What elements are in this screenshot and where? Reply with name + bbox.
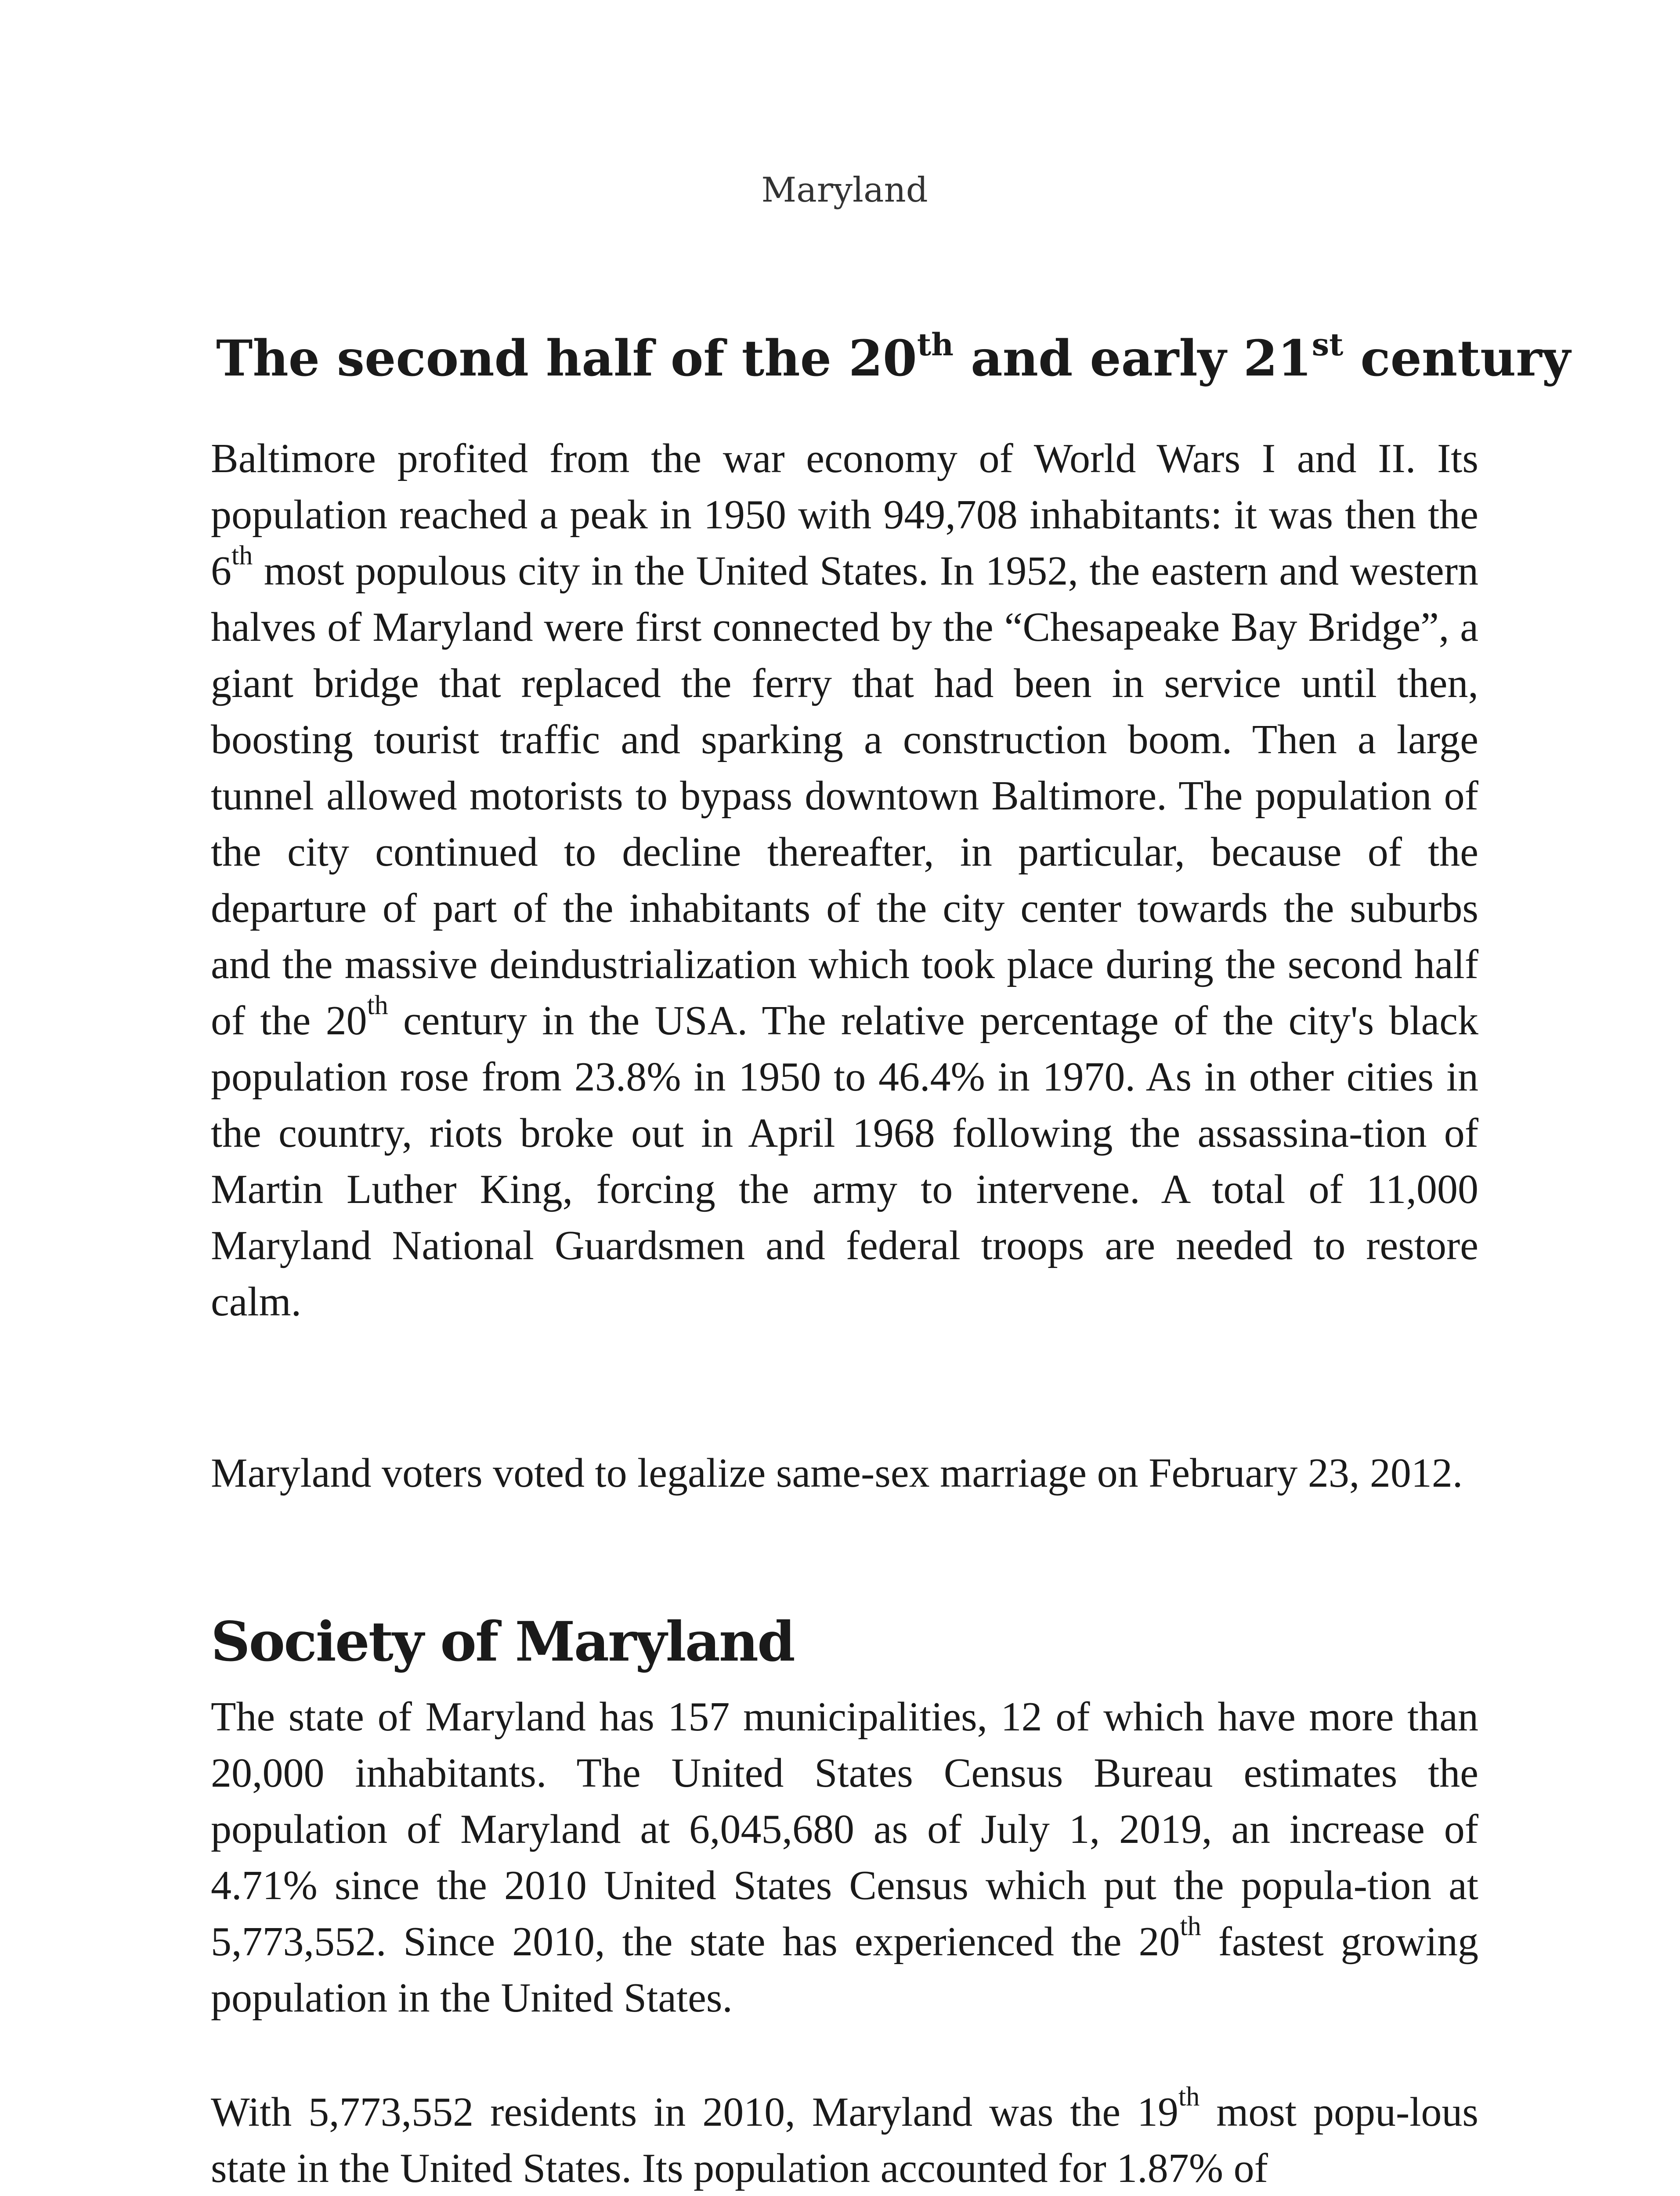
- paragraph-text: century in the USA. The relative percentage of the city's black population rose from 23.8% in 1950 to 46.4% in 1970. As in other cities in the country, riots broke out in April 1968 following the assassina-tion of Martin Luther King, forcing the army to intervene. A total of 11,000 Maryland National Guardsmen and federal troops are needed to restore calm.: [211, 998, 1478, 1325]
- body-paragraph-residents: [211, 2084, 1478, 2196]
- body-paragraph-same-sex-marriage: [211, 1445, 1478, 1501]
- section-title-part: century: [1343, 330, 1571, 387]
- body-paragraph-baltimore: [211, 430, 1478, 1330]
- ordinal-superscript: th: [367, 990, 388, 1020]
- section-title-superscript: st: [1311, 326, 1344, 363]
- ordinal-superscript: th: [1180, 1911, 1201, 1941]
- section-title-part: and early 21: [954, 330, 1312, 387]
- section-title: [216, 326, 1571, 388]
- paragraph-text: most populous city in the United States. In 1952, the eastern and western halves of Maryland were first connected by the “Chesapeake Bay Bridge”, a giant bridge that replaced the ferry that had been in service until then, boosting tourist traffic and sparking a construction boom. Then a large tunnel allowed motorists to bypass downtown Baltimore. The population of the city continued to decline thereafter, in particular, because of the departure of part of the inhabitants of the city center towards the suburbs and the massive deindustrialization which took place during the second half of the 20: [211, 548, 1478, 1044]
- section-title-part: The second half of the 20: [216, 330, 917, 387]
- paragraph-text: fastest growing population in the United States.: [211, 1919, 1478, 2021]
- paragraph-text: Baltimore profited from the war economy of World Wars I and II. Its population reached a peak in 1950 with 949,708 inhabitants: it was then the 6: [211, 436, 1478, 594]
- section-title-superscript: th: [917, 326, 954, 363]
- paragraph-text: The state of Maryland has 157 municipalities, 12 of which have more than 20,000 inhabitants. The United States Census Bureau estimates the population of Maryland at 6,045,680 as of July 1, 2019, an increase of 4.71% since the 2010 United States Census which put the popula-tion at 5,773,552. Since 2010, the state has experienced the 20: [211, 1694, 1478, 1965]
- society-heading: Society of Maryland: [211, 1610, 794, 1674]
- ordinal-superscript: th: [1178, 2082, 1200, 2112]
- paragraph-text: Maryland voters voted to legalize same-sex marriage on February 23, 2012.: [211, 1450, 1463, 1496]
- document-page: [211, 0, 1571, 2196]
- paragraph-text: With 5,773,552 residents in 2010, Maryland was the 19: [211, 2089, 1179, 2135]
- ordinal-superscript: th: [231, 541, 253, 571]
- running-header: Maryland: [761, 170, 928, 210]
- body-paragraph-municipalities: [211, 1689, 1478, 2026]
- paragraph-text: most popu-lous state in the United States. Its population accounted for 1.87% of: [211, 2089, 1478, 2191]
